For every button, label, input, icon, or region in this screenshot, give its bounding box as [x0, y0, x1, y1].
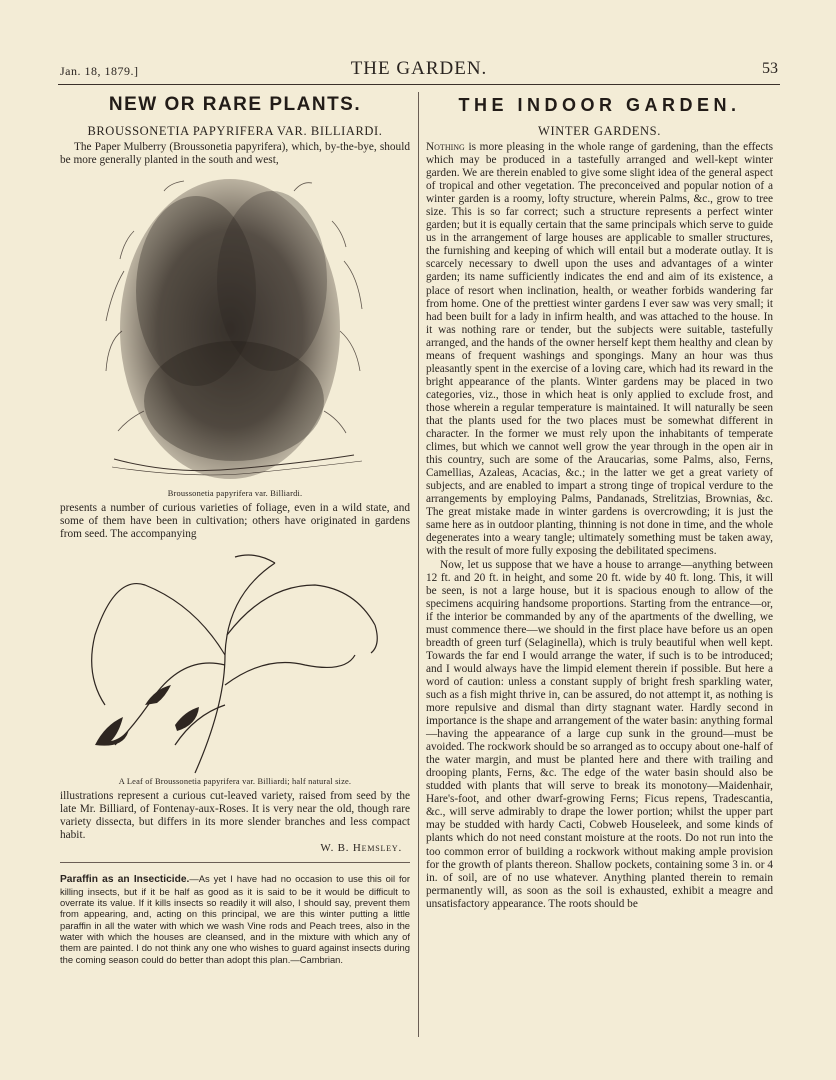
article-title-winter-gardens: WINTER GARDENS. — [538, 124, 661, 138]
note-paraffin — [60, 873, 410, 964]
section-separator — [60, 862, 410, 863]
figure-caption-leaf: A Leaf of Broussonetia papyrifera var. Billiardi; half natural size. — [118, 777, 352, 787]
drop-lead-word: Nothing — [426, 141, 465, 153]
running-head — [60, 58, 778, 84]
paragraph-varieties: presents a number of curious varieties of foliage, even in a wild state, and some of them have been in cultivation; others have originated in gardens from seed. The accompanying — [60, 502, 410, 541]
column-divider — [418, 92, 419, 1037]
leaf-illustration — [75, 545, 395, 777]
shrub-engraving — [104, 171, 366, 489]
page-number: 53 — [762, 60, 778, 77]
author-signature: W. B. Hemsley. — [320, 842, 402, 855]
section-title-new-rare-plants: NEW OR RARE PLANTS. — [108, 94, 362, 115]
shrub-illustration — [104, 171, 366, 489]
note-body: —As yet I have had no occasion to use this oil for killing insects, but if it be half as good as it is said to be it would be difficult to overrate its value. If it kills insects so readily it will also, I should say, prevent them from appearing, and, acting on this principal, we are this winter putting a little paraffin in all the water with which we wash Vine rods and Peach trees, also in the water with which the houses are cleansed, and in the mixture with which any of them are painted. I do not think any one who wishes to guard against insects during the coming season could do better than adopt this plan.—Cambrian. — [60, 873, 410, 965]
paragraph-intro: The Paper Mulberry (Broussonetia papyrifera), which, by-the-bye, should be more generally planted in the south and west, — [60, 141, 410, 167]
right-column — [426, 92, 773, 911]
figure-caption-shrub: Broussonetia papyrifera var. Billiardi. — [167, 489, 303, 499]
masthead-title: THE GARDEN. — [350, 58, 488, 79]
note-title: Paraffin as an Insecticide. — [60, 874, 190, 886]
paragraph-winter-gardens-text: is more pleasing in the whole range of gardening, than the effects which may be produced in a tastefully arranged and well-kept winter garden. We are therein enabled to give some slight idea of the general aspect of tropical and other vegetation. The preconceived and popular notion of a winter garden is a roomy, lofty structure, wherein Palms, &c., grow to tree size. This is so far correct; such a structure represents a perfect winter garden; but it is equally certain that the same principals which serve to guide us in the arrangement of large houses are applicable to smaller structures, the furnishing and keeping of which will entail but a moderate outlay. It is scarcely necessary to dwell upon the uses and advantages of a winter garden; its name sufficiently indicates the end and aim of its existence, a place of resort when inclination, health, or weather forbids wandering far from home. One of the prettiest winter gardens I ever saw was very small; it had been built for a lady in infirm health, and was attached to the house. In it was nothing rare or tender, but the subjects were suitable, tastefully arranged, and the hands of the owner herself kept them healthy and clean by means of frequent washings and spongings. Many an hour was thus pleasantly spent in the exercise of a loving care, which had its reward in the bright appearance of the plants. Winter gardens may be placed in two categories, viz., those in which heat is only applied to exclude frost, and those wherein a regular temperature is maintained. It will naturally be seen that the plants used for the two places must be somewhat different in character. In the former we must rely upon the inhabitants of temperate climes, but which we cannot well grow the year through in the open air in this country, such are some of the Araucarias, some Palms, also, Ferns, Camellias, Azaleas, Acacias, &c.; in the latter we get a great variety of subjects, and are enabled to impart a strong tinge of tropical verdure to the arrangements by employing Palms, Pandanads, Strelitzias, Brownias, &c. The great mistake made in winter gardens is overcrowding; it is just the same here as in outdoor planting, thinning is not done in time, and the whole degenerates into a weary tangle; ultimately something must be taken away, with the result of more fully exposing the debilitated specimens. — [426, 141, 773, 558]
issue-date: Jan. 18, 1879.] — [60, 64, 139, 78]
paragraph-winter-gardens — [426, 141, 773, 559]
paragraph-house-arrangement: Now, let us suppose that we have a house to arrange—anything between 12 ft. and 20 ft. in height, and some 20 ft. wide by 40 ft. long. This, it will be seen, is not a large house, but it is spacious enough to allow of the specimens acquiring handsome proportions. Starting from the entrance—or, if the interior be commanded by any of the apartments of the dwelling, we must commence there—we should in the first place have before us an open breadth of green turf (Selaginella), which is truly beautiful when well kept. Towards the far end I would arrange the water, if such is to be introduced; and I would always have the limpid element therein if possible. But here a word of caution: unless a constant supply of bright fresh sparkling water, such as a fish might thrive in, can be assured, do not attempt it, as nothing is more repulsive and dismal than dirty stagnant water. Hardly second in importance is the shape and arrangement of the water basin: anything formal—having the appearance of a large cup sunk in the ground—must be avoided. The rockwork should be so arranged as to occupy about one-half of the water margin, and must be planted here and there with trailing and drooping plants, Ferns, &c. The edge of the water basin should also be studded with plants that will serve to break its monotony—Maidenhair, Hare's-foot, and other dwarf-growing Ferns; Ficus repens, Tradescantia, &c., will serve admirably to drape the lower portion; whilst the upper part may be studded with hardy Cacti, Cobweb Houseleek, and some kinds of plants which do not need constant moisture at the roots. Do not run into the too common error of building a rockwork without making ample provision for the growth of plants thereon. Shallow pockets, containing some 3 in. or 4 in. of soil, are of no use whatever. Anything planted therein to remain permanently will, as soon as the soil is exhausted, exhibit a meagre and unsatisfactory appearance. The roots should be — [426, 558, 773, 910]
paragraph-illustrations: illustrations represent a curious cut-leaved variety, raised from seed by the late Mr. Billiard, of Fontenay-aux-Roses. It is very near the old, though rare variety dissecta, but differs in its more slender branches and less compact habit. — [60, 790, 410, 842]
leaf-engraving — [75, 545, 395, 777]
article-title-broussonetia: BROUSSONETIA PAPYRIFERA VAR. BILLIARDI. — [87, 124, 383, 138]
header-rule — [58, 84, 780, 85]
section-title-indoor-garden: THE INDOOR GARDEN. — [458, 95, 741, 115]
left-column — [60, 92, 410, 965]
